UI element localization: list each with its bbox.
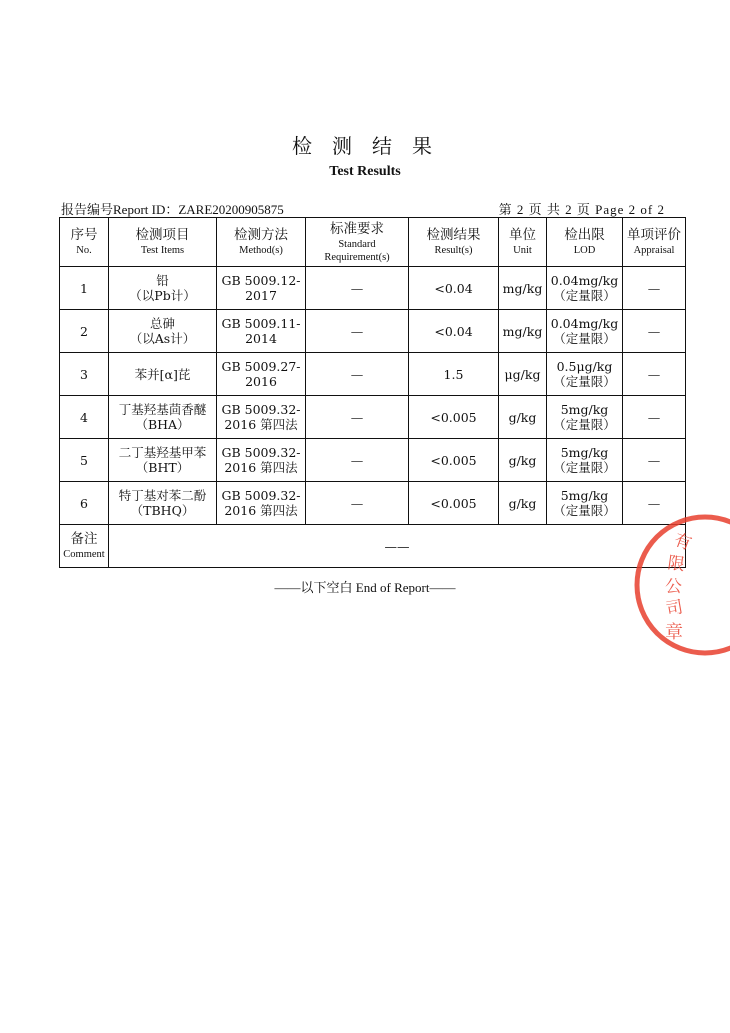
row-result: 1.5 (409, 353, 499, 396)
row-method: GB 5009.32- 2016 第四法 (217, 482, 306, 525)
row-requirement: — (306, 482, 409, 525)
table-row (60, 353, 686, 396)
results-table (59, 217, 686, 568)
row-no: 4 (60, 396, 109, 439)
row-result: <0.005 (409, 439, 499, 482)
company-seal-stamp (595, 510, 730, 660)
row-item: 苯并[α]芘 (109, 353, 217, 396)
row-appraisal: — (623, 396, 686, 439)
row-method: GB 5009.32- 2016 第四法 (217, 439, 306, 482)
svg-text:章: 章 (665, 622, 683, 643)
row-lod: 0.5μg/kg （定量限） (547, 353, 623, 396)
row-appraisal: — (623, 482, 686, 525)
row-item: 铅 （以Pb计） (109, 267, 217, 310)
row-method: GB 5009.11- 2014 (217, 310, 306, 353)
comment-label: 备注 Comment (60, 525, 109, 568)
report-meta (61, 199, 665, 217)
comment-value: —— (109, 525, 686, 568)
page-info: 第 2 页 共 2 页 Page 2 of 2 (498, 202, 665, 217)
row-no: 6 (60, 482, 109, 525)
svg-text:有: 有 (671, 529, 695, 555)
row-lod: 5mg/kg （定量限） (547, 439, 623, 482)
svg-text:司: 司 (664, 597, 685, 620)
row-no: 2 (60, 310, 109, 353)
report-id: 报告编号Report ID：ZARE20200905875 (61, 202, 284, 217)
row-appraisal: — (623, 439, 686, 482)
table-row (60, 439, 686, 482)
row-item: 二丁基羟基甲苯 （BHT） (109, 439, 217, 482)
header-cell: 检测结果 Result(s) (409, 218, 499, 267)
row-requirement: — (306, 439, 409, 482)
row-no: 3 (60, 353, 109, 396)
header-cell: 单位 Unit (499, 218, 547, 267)
header-cell: 单项评价 Appraisal (623, 218, 686, 267)
row-unit: mg/kg (499, 310, 547, 353)
header-cell: 序号 No. (60, 218, 109, 267)
row-unit: μg/kg (499, 353, 547, 396)
page-title-cn: 检测结果 (292, 134, 452, 158)
row-requirement: — (306, 310, 409, 353)
table-row (60, 482, 686, 525)
comment-row (60, 525, 686, 568)
row-lod: 5mg/kg （定量限） (547, 482, 623, 525)
table-row (60, 267, 686, 310)
row-unit: g/kg (499, 482, 547, 525)
row-lod: 0.04mg/kg （定量限） (547, 310, 623, 353)
row-result: <0.005 (409, 482, 499, 525)
row-method: GB 5009.12- 2017 (217, 267, 306, 310)
header-cell: 标准要求 Standard Requirement(s) (306, 218, 409, 267)
row-item: 丁基羟基茴香醚 （BHA） (109, 396, 217, 439)
row-lod: 5mg/kg （定量限） (547, 396, 623, 439)
row-item: 总砷 （以As计） (109, 310, 217, 353)
svg-text:公: 公 (665, 577, 682, 597)
row-requirement: — (306, 396, 409, 439)
table-row (60, 396, 686, 439)
row-unit: g/kg (499, 439, 547, 482)
header-cell: 检出限 LOD (547, 218, 623, 267)
row-no: 1 (60, 267, 109, 310)
table-row (60, 310, 686, 353)
row-appraisal: — (623, 310, 686, 353)
row-method: GB 5009.32- 2016 第四法 (217, 396, 306, 439)
row-no: 5 (60, 439, 109, 482)
row-method: GB 5009.27- 2016 (217, 353, 306, 396)
row-appraisal: — (623, 267, 686, 310)
row-result: <0.005 (409, 396, 499, 439)
row-requirement: — (306, 353, 409, 396)
end-of-report: ——以下空白 End of Report—— (274, 580, 456, 595)
table-header-row (60, 218, 686, 267)
row-lod: 0.04mg/kg （定量限） (547, 267, 623, 310)
row-unit: g/kg (499, 396, 547, 439)
header-cell: 检测项目 Test Items (109, 218, 217, 267)
svg-text:限: 限 (666, 553, 686, 576)
header-cell: 检测方法 Method(s) (217, 218, 306, 267)
row-item: 特丁基对苯二酚 （TBHQ） (109, 482, 217, 525)
row-requirement: — (306, 267, 409, 310)
row-appraisal: — (623, 353, 686, 396)
page-title-en: Test Results (329, 164, 401, 179)
row-unit: mg/kg (499, 267, 547, 310)
row-result: <0.04 (409, 267, 499, 310)
row-result: <0.04 (409, 310, 499, 353)
